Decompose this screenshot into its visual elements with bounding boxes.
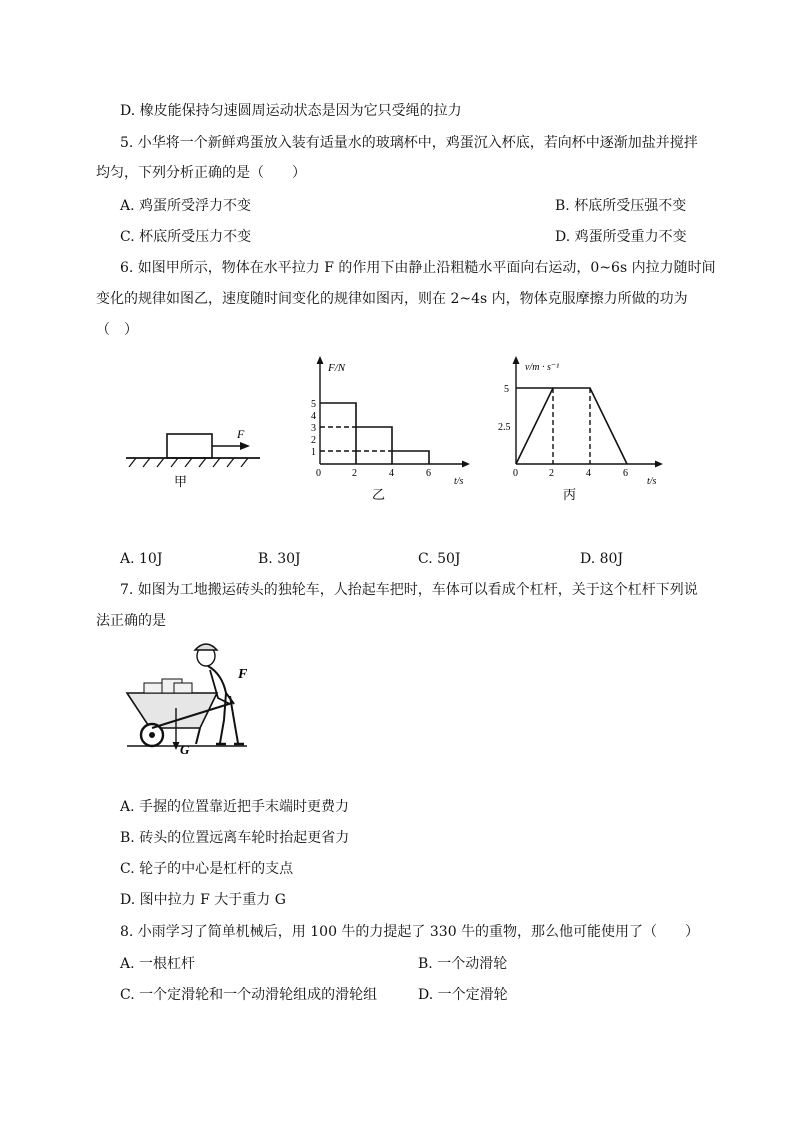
gravity-label: G xyxy=(180,742,190,757)
y-axis-arrow xyxy=(513,356,520,364)
q4-option-d: D. 橡皮能保持匀速圆周运动状态是因为它只受绳的拉力 xyxy=(120,103,462,119)
q5-stem-line1: 5. 小华将一个新鲜鸡蛋放入装有适量水的玻璃杯中，鸡蛋沉入杯底，若向杯中逐渐加盐并搅拌 xyxy=(120,135,698,151)
figure-wheelbarrow xyxy=(122,638,262,763)
figure-yi-force-time xyxy=(300,352,475,502)
q5-option-a: A. 鸡蛋所受浮力不变 xyxy=(120,198,252,214)
y-axis-label: F/N xyxy=(328,362,346,374)
force-step-0-2s xyxy=(320,403,356,464)
force-label: F xyxy=(238,667,248,682)
y-tick-5: 5 xyxy=(504,384,509,395)
q6-stem-line2: 变化的规律如图乙，速度随时间变化的规律如图丙，则在 2~4s 内，物体克服摩擦力所做的功为 xyxy=(96,291,688,307)
x-tick-2: 2 xyxy=(549,468,554,479)
q8-option-d: D. 一个定滑轮 xyxy=(418,987,508,1003)
q5-option-b: B. 杯底所受压强不变 xyxy=(555,198,687,214)
q7-stem-line2: 法正确的是 xyxy=(96,613,166,629)
ground-hatching xyxy=(129,458,248,467)
x-tick-6: 6 xyxy=(426,468,431,479)
brick xyxy=(174,683,192,693)
force-step-4-6s xyxy=(392,451,429,464)
q8-option-a: A. 一根杠杆 xyxy=(120,956,196,972)
velocity-curve xyxy=(516,388,627,464)
q6-stem-line1: 6. 如图甲所示，物体在水平拉力 F 的作用下由静止沿粗糙水平面向右运动，0~6s 内拉力随时间 xyxy=(120,260,716,276)
q8-option-c: C. 一个定滑轮和一个动滑轮组成的滑轮组 xyxy=(120,987,378,1003)
q6-option-a: A. 10J xyxy=(120,551,163,567)
y-tick-1: 1 xyxy=(311,447,316,458)
x-tick-6: 6 xyxy=(623,468,628,479)
force-label: F xyxy=(237,427,245,441)
y-tick-4: 4 xyxy=(311,411,316,422)
x-axis-arrow xyxy=(655,461,663,468)
x-tick-4: 4 xyxy=(389,468,394,479)
q7-option-d: D. 图中拉力 F 大于重力 G xyxy=(120,892,286,908)
x-axis-label: t/s xyxy=(647,476,657,487)
q6-option-d: D. 80J xyxy=(580,551,624,567)
force-arrow-head xyxy=(240,442,250,450)
y-tick-2: 2 xyxy=(311,435,316,446)
force-step-2-4s xyxy=(356,427,392,464)
q5-option-c: C. 杯底所受压力不变 xyxy=(120,229,252,245)
q7-option-b: B. 砖头的位置远离车轮时抬起更省力 xyxy=(120,830,350,846)
x-tick-0: 0 xyxy=(316,468,321,479)
x-tick-4: 4 xyxy=(586,468,591,479)
brick xyxy=(144,683,162,693)
y-tick-5: 5 xyxy=(311,399,316,410)
figure-bing-velocity-time xyxy=(492,352,672,502)
q5-stem-line2: 均匀，下列分析正确的是（ ） xyxy=(96,165,306,181)
q6-stem-line3: （ ） xyxy=(96,322,138,338)
caption-bing: 丙 xyxy=(563,487,577,502)
y-tick-3: 3 xyxy=(311,423,316,434)
caption-yi: 乙 xyxy=(372,487,386,502)
x-tick-0: 0 xyxy=(513,468,518,479)
q5-option-d: D. 鸡蛋所受重力不变 xyxy=(555,229,687,245)
q8-stem-line1: 8. 小雨学习了简单机械后，用 100 牛的力提起了 330 牛的重物，那么他可能使用了（ ） xyxy=(120,924,700,940)
x-axis-arrow xyxy=(462,461,470,468)
x-axis-label: t/s xyxy=(454,476,464,487)
y-axis-arrow xyxy=(317,356,324,364)
block xyxy=(167,434,212,458)
q8-option-b: B. 一个动滑轮 xyxy=(418,956,508,972)
q6-option-b: B. 30J xyxy=(258,551,301,567)
caption-jia: 甲 xyxy=(174,474,188,489)
hard-hat xyxy=(195,644,217,650)
y-axis-label: v/m · s⁻¹ xyxy=(525,362,560,373)
x-tick-2: 2 xyxy=(352,468,357,479)
y-tick-2-5: 2.5 xyxy=(498,422,511,433)
q7-stem-line1: 7. 如图为工地搬运砖头的独轮车，人抬起车把时，车体可以看成个杠杆，关于这个杠杆下列说 xyxy=(120,582,698,598)
figure-jia xyxy=(124,425,264,495)
q7-option-a: A. 手握的位置靠近把手末端时更费力 xyxy=(120,799,350,815)
q6-option-c: C. 50J xyxy=(418,551,461,567)
rear-leg xyxy=(196,728,200,744)
q7-option-c: C. 轮子的中心是杠杆的支点 xyxy=(120,861,294,877)
wheel-hub xyxy=(149,732,155,738)
